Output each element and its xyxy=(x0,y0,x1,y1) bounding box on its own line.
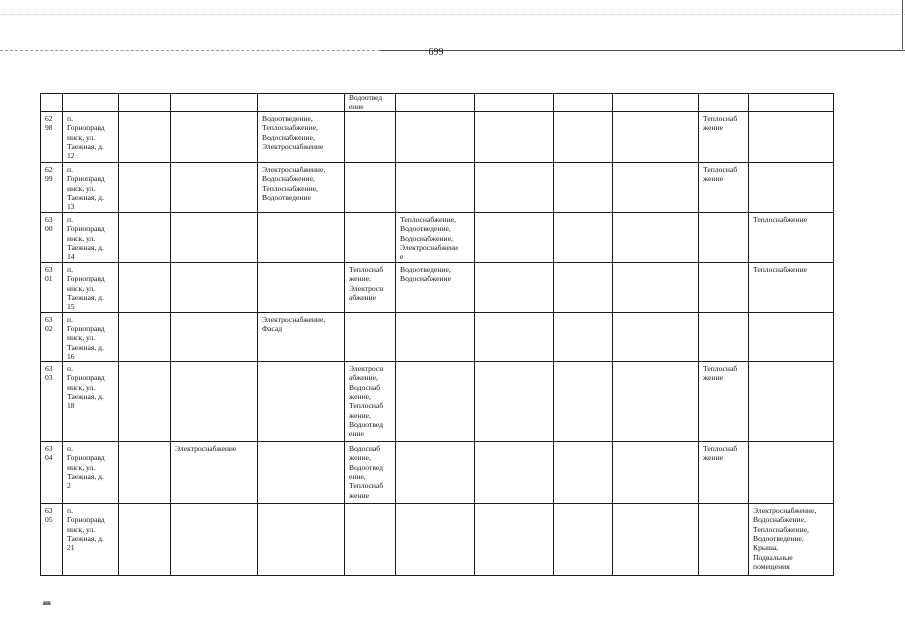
table-cell-c7: Теплоснабжение, Водоотведение, Водоснабжение, Электроснабжени е xyxy=(396,213,475,263)
table-cell-c8 xyxy=(475,213,554,263)
table-cell-c7 xyxy=(396,94,475,112)
table-cell-c3 xyxy=(119,94,171,112)
table-cell-c11: Теплоснаб жение xyxy=(699,362,749,442)
table-cell-c5 xyxy=(258,263,345,312)
address-cell: п. Горноправд инск, ул. Таежная, д. 21 xyxy=(63,504,119,576)
table-cell-c8 xyxy=(475,263,554,312)
table-cell-c4 xyxy=(171,213,258,263)
table-cell-c9 xyxy=(554,94,613,112)
record-number-cell: 63 03 xyxy=(41,362,63,442)
record-number-cell: 62 99 xyxy=(41,163,63,213)
table-cell-c5: Электроснабжение, Водоснабжение, Теплоснабжение, Водоотведение xyxy=(258,163,345,213)
table-cell-c5 xyxy=(258,362,345,442)
table-cell-c6 xyxy=(345,112,396,163)
address-cell: п. Горноправд инск, ул. Таежная, д. 2 xyxy=(63,442,119,504)
table-cell-c12 xyxy=(749,112,834,163)
table-cell-c12: Теплоснабжение xyxy=(749,263,834,312)
table-cell-c6: Водоотвед ение xyxy=(345,94,396,112)
table-cell-c4 xyxy=(171,94,258,112)
table-cell-c11 xyxy=(699,213,749,263)
table-cell-c4 xyxy=(171,163,258,213)
table-cell-c3 xyxy=(119,263,171,312)
record-number-cell: 63 04 xyxy=(41,442,63,504)
address-cell: п. Горноправд инск, ул. Таежная, д. 15 xyxy=(63,263,119,312)
table-cell-c10 xyxy=(613,213,699,263)
table-cell-c7 xyxy=(396,504,475,576)
page-edge-line xyxy=(902,0,903,49)
table-cell-c9 xyxy=(554,442,613,504)
table-cell-c5 xyxy=(258,442,345,504)
table-cell-c6: Электросн абжение, Водоснаб жение, Теплоснаб жение, Водоотвед ение xyxy=(345,362,396,442)
table-cell-c10 xyxy=(613,263,699,312)
table-cell-c9 xyxy=(554,312,613,361)
table-cell-c11: Теплоснаб жение xyxy=(699,112,749,163)
table-cell-c8 xyxy=(475,442,554,504)
page-number: 699 xyxy=(428,47,444,58)
footer-mark: нв xyxy=(43,599,51,607)
table-cell-c3 xyxy=(119,504,171,576)
table-cell-c10 xyxy=(613,362,699,442)
header-rule xyxy=(380,50,905,51)
table-cell-c7 xyxy=(396,312,475,361)
table-cell-c6 xyxy=(345,312,396,361)
table-cell-c5: Водоотведение, Теплоснабжение, Водоснабжение, Электроснабжение xyxy=(258,112,345,163)
table-row xyxy=(41,263,834,312)
table-cell-c4 xyxy=(171,504,258,576)
table-cell-c11 xyxy=(699,94,749,112)
address-cell: п. Горноправд инск, ул. Таежная, д. 12 xyxy=(63,112,119,163)
record-number-cell xyxy=(41,94,63,112)
table-row xyxy=(41,213,834,263)
table-row xyxy=(41,442,834,504)
table-cell-c5 xyxy=(258,213,345,263)
table-row xyxy=(41,362,834,442)
table-cell-c3 xyxy=(119,112,171,163)
table-cell-c12 xyxy=(749,362,834,442)
table-cell-c4: Электроснабжение xyxy=(171,442,258,504)
table-cell-c4 xyxy=(171,263,258,312)
table-cell-c9 xyxy=(554,263,613,312)
record-number-cell: 63 02 xyxy=(41,312,63,361)
table-cell-c11: Теплоснаб жение xyxy=(699,442,749,504)
address-cell: п. Горноправд инск, ул. Таежная, д. 13 xyxy=(63,163,119,213)
address-cell xyxy=(63,94,119,112)
table-cell-c5 xyxy=(258,504,345,576)
table-cell-c8 xyxy=(475,362,554,442)
table-cell-c9 xyxy=(554,504,613,576)
table-row xyxy=(41,504,834,576)
record-number-cell: 62 98 xyxy=(41,112,63,163)
table-cell-c6 xyxy=(345,213,396,263)
table-cell-c8 xyxy=(475,94,554,112)
table-cell-c7 xyxy=(396,442,475,504)
table-row xyxy=(41,312,834,361)
table-cell-c8 xyxy=(475,504,554,576)
table-cell-c12: Электроснабжение, Водоснабжение, Теплоснабжение, Водоотведение, Крыша, Подвальные помещения xyxy=(749,504,834,576)
table-cell-c12 xyxy=(749,442,834,504)
table-cell-c4 xyxy=(171,112,258,163)
table-cell-c10 xyxy=(613,442,699,504)
header-rule-faint xyxy=(0,50,380,51)
repair-works-table xyxy=(40,93,834,576)
address-cell: п. Горноправд инск, ул. Таежная, д. 18 xyxy=(63,362,119,442)
table-cell-c8 xyxy=(475,312,554,361)
address-cell: п. Горноправд инск, ул. Таежная, д. 14 xyxy=(63,213,119,263)
table-cell-c5 xyxy=(258,94,345,112)
table-row xyxy=(41,112,834,163)
table-cell-c7 xyxy=(396,112,475,163)
table-cell-c3 xyxy=(119,362,171,442)
table-cell-c12 xyxy=(749,94,834,112)
table-cell-c11: Теплоснаб жение xyxy=(699,163,749,213)
table-cell-c4 xyxy=(171,312,258,361)
table-cell-c9 xyxy=(554,362,613,442)
table-cell-c7 xyxy=(396,362,475,442)
table-row xyxy=(41,163,834,213)
table-cell-c11 xyxy=(699,504,749,576)
table-cell-c6: Теплоснаб жение, Электросн абжение xyxy=(345,263,396,312)
table-cell-c12 xyxy=(749,163,834,213)
table-cell-c8 xyxy=(475,112,554,163)
table-cell-c10 xyxy=(613,112,699,163)
record-number-cell: 63 01 xyxy=(41,263,63,312)
table-cell-c11 xyxy=(699,263,749,312)
table-cell-c3 xyxy=(119,163,171,213)
table-cell-c4 xyxy=(171,362,258,442)
table-cell-c9 xyxy=(554,112,613,163)
table-cell-c3 xyxy=(119,312,171,361)
table-cell-c6 xyxy=(345,504,396,576)
scan-dotted-line xyxy=(0,14,905,15)
address-cell: п. Горноправд инск, ул. Таежная, д. 16 xyxy=(63,312,119,361)
table-row-continuation xyxy=(41,94,834,112)
table-cell-c5: Электроснабжение, Фасад xyxy=(258,312,345,361)
table-cell-c7 xyxy=(396,163,475,213)
record-number-cell: 63 00 xyxy=(41,213,63,263)
table-cell-c3 xyxy=(119,442,171,504)
table-cell-c12 xyxy=(749,312,834,361)
table-cell-c12: Теплоснабжение xyxy=(749,213,834,263)
table-cell-c10 xyxy=(613,94,699,112)
table-cell-c9 xyxy=(554,213,613,263)
table-cell-c10 xyxy=(613,163,699,213)
table-cell-c6: Водоснаб жение, Водоотвед ение, Теплоснаб жение xyxy=(345,442,396,504)
table-cell-c3 xyxy=(119,213,171,263)
table-cell-c8 xyxy=(475,163,554,213)
table-cell-c7: Водоотведение, Водоснабжение xyxy=(396,263,475,312)
table-cell-c11 xyxy=(699,312,749,361)
table-cell-c9 xyxy=(554,163,613,213)
record-number-cell: 63 05 xyxy=(41,504,63,576)
table-cell-c10 xyxy=(613,504,699,576)
table-cell-c10 xyxy=(613,312,699,361)
table-cell-c6 xyxy=(345,163,396,213)
